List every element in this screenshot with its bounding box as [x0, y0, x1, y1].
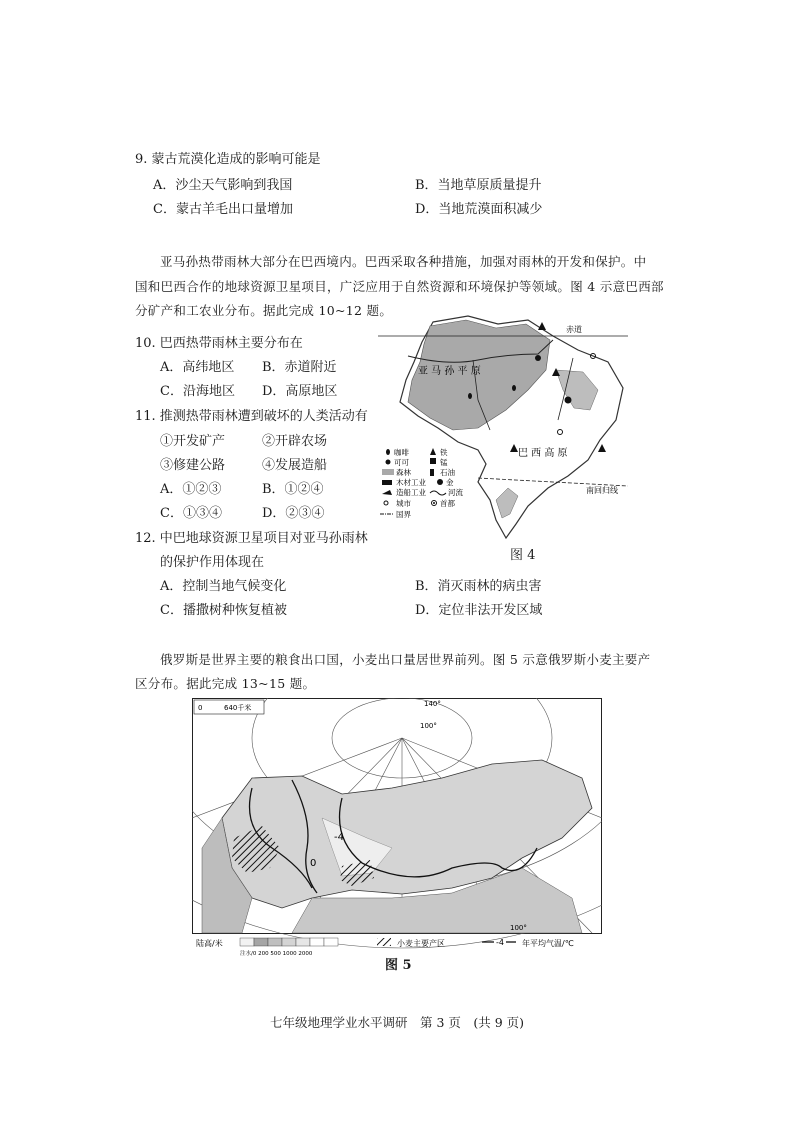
- longitude-label: 100°: [420, 722, 437, 730]
- svg-text:铁: 铁: [440, 448, 448, 457]
- longitude-label: 100°: [510, 924, 527, 932]
- passage2-line2: 区分布。据此完成 13~15 题。: [135, 676, 316, 691]
- q12-option-c: C．播撒树种恢复植被: [160, 603, 287, 618]
- figure-4-caption: 图 4: [510, 548, 536, 563]
- q11-option-a: A．①②③: [160, 482, 222, 497]
- iron-icon: [598, 444, 606, 452]
- q11-item-3: ③修建公路: [160, 458, 226, 473]
- q11-stem: 11. 推测热带雨林遭到破坏的人类活动有: [135, 409, 368, 424]
- q10-stem: 10. 巴西热带雨林主要分布在: [135, 336, 303, 351]
- passage2-line1: 俄罗斯是世界主要的粮食出口国，小麦出口量居世界前列。图 5 示意俄罗斯小麦主要产: [160, 652, 651, 667]
- figure-4-brazil-map: [378, 310, 628, 540]
- q9-option-a: A．沙尘天气影响到我国: [153, 178, 293, 193]
- q9-option-c: C．蒙古羊毛出口量增加: [153, 202, 293, 217]
- passage1-line3: 分矿产和工农业分布。据此完成 10~12 题。: [135, 303, 393, 318]
- q9-stem: 9. 蒙古荒漠化造成的影响可能是: [135, 152, 321, 167]
- q11-item-4: ④发展造船: [262, 458, 328, 473]
- q9-option-b: B．当地草原质量提升: [415, 178, 542, 193]
- coffee-icon: [468, 393, 472, 399]
- figure-4-legend: [380, 447, 463, 519]
- svg-text:国界: 国界: [396, 510, 411, 519]
- q12-stem-line1: 12. 中巴地球资源卫星项目对亚马孙雨林: [135, 531, 368, 546]
- q12-option-a: A．控制当地气候变化: [160, 579, 287, 594]
- q10-option-b: B．赤道附近: [262, 360, 337, 375]
- q11-option-b: B．①②④: [262, 482, 324, 497]
- svg-text:咖啡: 咖啡: [394, 448, 409, 457]
- iron-icon: [538, 322, 546, 330]
- svg-text:陆高/米: 陆高/米: [196, 939, 223, 948]
- svg-text:造船工业: 造船工业: [396, 488, 426, 497]
- figure-5-caption: 图 5: [385, 958, 412, 973]
- svg-text:小麦主要产区: 小麦主要产区: [397, 939, 445, 948]
- svg-text:注水/0 200 500 1000 2000: 注水/0 200 500 1000 2000: [240, 951, 313, 957]
- q12-option-b: B．消灭雨林的病虫害: [415, 579, 542, 594]
- svg-text:-4: -4: [496, 938, 504, 947]
- cocoa-icon: [512, 385, 516, 391]
- passage1-line2: 国和巴西合作的地球资源卫星项目，广泛应用于自然资源和环境保护等领域。图 4 示意巴西部: [135, 279, 664, 294]
- svg-text:城市: 城市: [396, 499, 411, 508]
- figure-5-russia-map: [192, 698, 602, 958]
- equator-label: 赤道: [566, 325, 582, 334]
- q9-option-d: D．当地荒漠面积减少: [415, 202, 543, 217]
- amazon-plain-label: 亚 马 孙 平 原: [418, 366, 481, 377]
- q10-option-c: C．沿海地区: [160, 384, 235, 399]
- gold-icon: [535, 355, 541, 361]
- svg-text:可可: 可可: [394, 458, 409, 467]
- svg-text:森林: 森林: [396, 468, 411, 477]
- q11-item-2: ②开辟农场: [262, 434, 328, 449]
- q12-option-d: D．定位非法开发区域: [415, 603, 543, 618]
- gold-icon: [565, 397, 572, 404]
- page-footer: 七年级地理学业水平调研 第 3 页 (共 9 页): [270, 1015, 525, 1030]
- svg-text:河流: 河流: [448, 488, 463, 497]
- passage1-line1: 亚马孙热带雨林大部分在巴西境内。巴西采取各种措施，加强对雨林的开发和保护。中: [160, 254, 647, 269]
- svg-text:金: 金: [446, 478, 454, 487]
- svg-text:石油: 石油: [440, 468, 455, 477]
- tropic-label: 南回归线: [586, 486, 618, 495]
- q10-option-d: D．高原地区: [262, 384, 338, 399]
- svg-text:锰: 锰: [440, 458, 448, 467]
- scale-distance: 640千米: [224, 704, 252, 712]
- q11-item-1: ①开发矿产: [160, 434, 226, 449]
- svg-text:木材工业: 木材工业: [396, 478, 426, 487]
- isotherm-label-neg4: -4: [334, 832, 344, 843]
- q11-option-d: D．②③④: [262, 506, 325, 521]
- isotherm-label-0: 0: [310, 858, 317, 869]
- svg-text:首都: 首都: [440, 499, 455, 508]
- q12-stem-line2: 的保护作用体现在: [160, 555, 265, 570]
- brazil-plateau-label: 巴 西 高 原: [518, 448, 568, 459]
- q11-option-c: C．①③④: [160, 506, 222, 521]
- q10-option-a: A．高纬地区: [160, 360, 235, 375]
- longitude-label: 140°: [424, 700, 441, 708]
- scale-zero: 0: [198, 704, 203, 712]
- svg-text:年平均气温/℃: 年平均气温/℃: [522, 939, 574, 948]
